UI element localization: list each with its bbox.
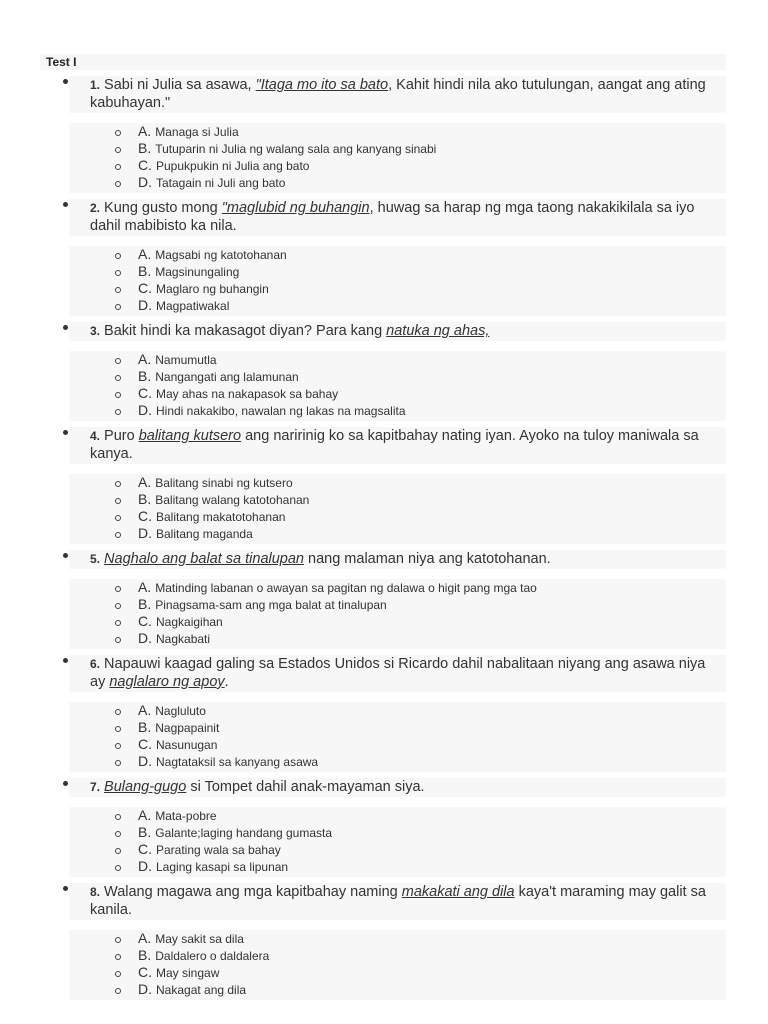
option-letter: A.: [138, 807, 152, 823]
option-letter: A.: [138, 579, 152, 595]
option-text: Namumutla: [155, 353, 217, 367]
idiom-phrase: "maglubid ng buhangin: [221, 200, 370, 216]
option-item: [69, 753, 726, 770]
question-text: [69, 76, 726, 113]
circle-bullet-icon: [115, 954, 121, 960]
option-list: [69, 579, 726, 649]
question-text: [69, 427, 726, 464]
question-item: [40, 883, 726, 1000]
circle-bullet-icon: [115, 831, 121, 837]
option-text: Parating wala sa bahay: [156, 843, 281, 857]
option-text: Balitang makatotohanan: [156, 510, 286, 524]
bullet-icon: [63, 658, 68, 663]
question-item: [40, 199, 726, 316]
option-text: Nagtataksil sa kanyang asawa: [156, 755, 319, 769]
option-text: Balitang maganda: [156, 527, 253, 541]
circle-bullet-icon: [115, 498, 121, 504]
question-text-segment: Bakit hindi ka makasagot diyan? Para kang: [100, 323, 387, 339]
option-item: [69, 736, 726, 753]
option-item: [69, 491, 726, 508]
question-item: [40, 427, 726, 544]
option-text: Tatagain ni Juli ang bato: [156, 176, 286, 190]
circle-bullet-icon: [115, 164, 121, 170]
idiom-phrase: makakati ang dila: [401, 884, 515, 900]
option-item: [69, 824, 726, 841]
circle-bullet-icon: [115, 481, 121, 487]
option-list: [69, 702, 726, 772]
question-text-segment: kaya't maraming may galit sa kanila.: [90, 884, 706, 918]
option-text: Daldalero o daldalera: [155, 949, 270, 963]
option-letter: C.: [138, 736, 152, 752]
option-letter: B.: [138, 368, 152, 384]
circle-bullet-icon: [115, 586, 121, 592]
question-text: [69, 778, 726, 797]
circle-bullet-icon: [115, 620, 121, 626]
test-title: Test I: [40, 54, 726, 70]
circle-bullet-icon: [115, 130, 121, 136]
circle-bullet-icon: [115, 726, 121, 732]
option-text: Tutuparin ni Julia ng walang sala ang kanyang sinabi: [155, 142, 437, 156]
bullet-icon: [63, 553, 68, 558]
option-letter: B.: [138, 263, 152, 279]
option-list: [69, 123, 726, 193]
option-item: [69, 351, 726, 368]
option-letter: D.: [138, 297, 152, 313]
option-text: Magsinungaling: [155, 265, 240, 279]
option-text: Mata-pobre: [155, 809, 217, 823]
option-item: [69, 596, 726, 613]
option-letter: A.: [138, 351, 152, 367]
question-text-segment: .: [224, 674, 229, 690]
option-text: Magsabi ng katotohanan: [155, 248, 287, 262]
option-letter: B.: [138, 491, 152, 507]
option-letter: C.: [138, 508, 152, 524]
option-text: Laging kasapi sa lipunan: [156, 860, 289, 874]
idiom-phrase: natuka ng ahas,: [386, 323, 490, 339]
question-text-segment: Walang magawa ang mga kapitbahay naming: [100, 884, 402, 900]
option-item: [69, 947, 726, 964]
option-list: [69, 246, 726, 316]
bullet-icon: [63, 430, 68, 435]
option-letter: C.: [138, 841, 152, 857]
option-text: May sakit sa dila: [155, 932, 244, 946]
option-item: [69, 630, 726, 647]
idiom-phrase: "Itaga mo ito sa bato: [255, 77, 389, 93]
question-text: [69, 655, 726, 692]
option-text: Balitang walang katotohanan: [155, 493, 310, 507]
circle-bullet-icon: [115, 637, 121, 643]
option-item: [69, 280, 726, 297]
option-letter: D.: [138, 630, 152, 646]
question-text: [69, 199, 726, 236]
circle-bullet-icon: [115, 865, 121, 871]
circle-bullet-icon: [115, 304, 121, 310]
option-letter: D.: [138, 858, 152, 874]
bullet-icon: [63, 325, 68, 330]
question-number: 4.: [90, 429, 101, 443]
idiom-phrase: balitang kutsero: [138, 428, 242, 444]
question-text-segment: Puro: [100, 428, 139, 444]
option-text: Magpatiwakal: [156, 299, 230, 313]
circle-bullet-icon: [115, 937, 121, 943]
option-item: [69, 508, 726, 525]
circle-bullet-icon: [115, 532, 121, 538]
circle-bullet-icon: [115, 709, 121, 715]
question-number: 1.: [90, 78, 101, 92]
circle-bullet-icon: [115, 358, 121, 364]
option-item: [69, 930, 726, 947]
idiom-phrase: Naghalo ang balat sa tinalupan: [104, 551, 304, 567]
option-item: [69, 246, 726, 263]
circle-bullet-icon: [115, 287, 121, 293]
circle-bullet-icon: [115, 603, 121, 609]
circle-bullet-icon: [115, 760, 121, 766]
option-letter: D.: [138, 525, 152, 541]
question-number: 5.: [90, 552, 101, 566]
question-text-segment: ang naririnig ko sa kapitbahay nating iyan. Ayoko na tuloy maniwala sa kanya.: [90, 428, 699, 462]
circle-bullet-icon: [115, 147, 121, 153]
question-text-segment: Napauwi kaagad galing sa Estados Unidos si Ricardo dahil nabalitaan niyang ang asawa niya ay: [90, 656, 706, 690]
option-letter: A.: [138, 246, 152, 262]
option-letter: C.: [138, 613, 152, 629]
question-number: 8.: [90, 885, 101, 899]
option-letter: B.: [138, 824, 152, 840]
bullet-icon: [63, 202, 68, 207]
option-letter: D.: [138, 402, 152, 418]
option-item: [69, 841, 726, 858]
option-letter: A.: [138, 702, 152, 718]
option-letter: A.: [138, 930, 152, 946]
option-text: Nagluluto: [155, 704, 206, 718]
option-text: Nagkabati: [156, 632, 211, 646]
option-item: [69, 385, 726, 402]
question-text-segment: , Kahit hindi nila ako tutulungan, aangat ang ating kabuhayan.": [90, 77, 706, 111]
circle-bullet-icon: [115, 409, 121, 415]
option-letter: B.: [138, 140, 152, 156]
option-item: [69, 368, 726, 385]
option-item: [69, 579, 726, 596]
circle-bullet-icon: [115, 392, 121, 398]
option-letter: D.: [138, 753, 152, 769]
option-letter: B.: [138, 947, 152, 963]
option-item: [69, 613, 726, 630]
circle-bullet-icon: [115, 270, 121, 276]
option-item: [69, 140, 726, 157]
option-item: [69, 807, 726, 824]
option-letter: B.: [138, 596, 152, 612]
question-text-segment: si Tompet dahil anak-mayaman siya.: [186, 779, 425, 795]
question-text-segment: Sabi ni Julia sa asawa,: [100, 77, 256, 93]
option-letter: C.: [138, 385, 152, 401]
option-item: [69, 858, 726, 875]
option-item: [69, 964, 726, 981]
bullet-icon: [63, 79, 68, 84]
question-item: [40, 322, 726, 421]
circle-bullet-icon: [115, 253, 121, 259]
option-text: Managa si Julia: [155, 125, 239, 139]
option-item: [69, 474, 726, 491]
option-letter: D.: [138, 174, 152, 190]
question-text: [69, 550, 726, 569]
option-text: Nakagat ang dila: [156, 983, 247, 997]
circle-bullet-icon: [115, 181, 121, 187]
option-letter: B.: [138, 719, 152, 735]
option-letter: D.: [138, 981, 152, 997]
option-letter: C.: [138, 280, 152, 296]
question-text-segment: Kung gusto mong: [100, 200, 222, 216]
option-text: Maglaro ng buhangin: [156, 282, 269, 296]
question-number: 2.: [90, 201, 101, 215]
option-list: [69, 351, 726, 421]
bullet-icon: [63, 781, 68, 786]
option-item: [69, 981, 726, 998]
option-list: [69, 474, 726, 544]
option-item: [69, 719, 726, 736]
question-text: [69, 322, 726, 341]
option-item: [69, 123, 726, 140]
idiom-phrase: Bulang-gugo: [104, 779, 187, 795]
option-letter: A.: [138, 474, 152, 490]
option-list: [69, 930, 726, 1000]
option-text: Nagpapainit: [155, 721, 220, 735]
question-item: [40, 550, 726, 649]
option-text: May ahas na nakapasok sa bahay: [156, 387, 339, 401]
question-number: 3.: [90, 324, 101, 338]
question-list: [40, 76, 726, 1000]
option-letter: A.: [138, 123, 152, 139]
idiom-phrase: naglalaro ng apoy: [109, 674, 225, 690]
circle-bullet-icon: [115, 515, 121, 521]
option-item: [69, 525, 726, 542]
option-item: [69, 263, 726, 280]
circle-bullet-icon: [115, 988, 121, 994]
option-text: Pupukpukin ni Julia ang bato: [156, 159, 310, 173]
question-text: [69, 883, 726, 920]
option-item: [69, 402, 726, 419]
option-text: Nangangati ang lalamunan: [155, 370, 299, 384]
document: [40, 54, 726, 1006]
option-text: Matinding labanan o awayan sa pagitan ng dalawa o higit pang mga tao: [155, 581, 537, 595]
question-number: 6.: [90, 657, 101, 671]
bullet-icon: [63, 886, 68, 891]
option-item: [69, 297, 726, 314]
question-item: [40, 778, 726, 877]
option-item: [69, 702, 726, 719]
option-letter: C.: [138, 964, 152, 980]
question-item: [40, 655, 726, 772]
option-text: Nagkaigihan: [156, 615, 223, 629]
question-text-segment: , huwag sa harap ng mga taong nakakikilala sa iyo dahil mabibisto ka nila.: [90, 200, 695, 234]
option-item: [69, 174, 726, 191]
option-text: Balitang sinabi ng kutsero: [155, 476, 293, 490]
circle-bullet-icon: [115, 743, 121, 749]
option-list: [69, 807, 726, 877]
circle-bullet-icon: [115, 848, 121, 854]
question-text-segment: nang malaman niya ang katotohanan.: [303, 551, 551, 567]
question-item: [40, 76, 726, 193]
option-text: Nasunugan: [156, 738, 218, 752]
option-text: May singaw: [156, 966, 220, 980]
option-letter: C.: [138, 157, 152, 173]
question-number: 7.: [90, 780, 101, 794]
option-text: Pinagsama-sam ang mga balat at tinalupan: [155, 598, 387, 612]
circle-bullet-icon: [115, 375, 121, 381]
option-text: Hindi nakakibo, nawalan ng lakas na magsalita: [156, 404, 406, 418]
option-text: Galante;laging handang gumasta: [155, 826, 333, 840]
option-item: [69, 157, 726, 174]
circle-bullet-icon: [115, 971, 121, 977]
circle-bullet-icon: [115, 814, 121, 820]
